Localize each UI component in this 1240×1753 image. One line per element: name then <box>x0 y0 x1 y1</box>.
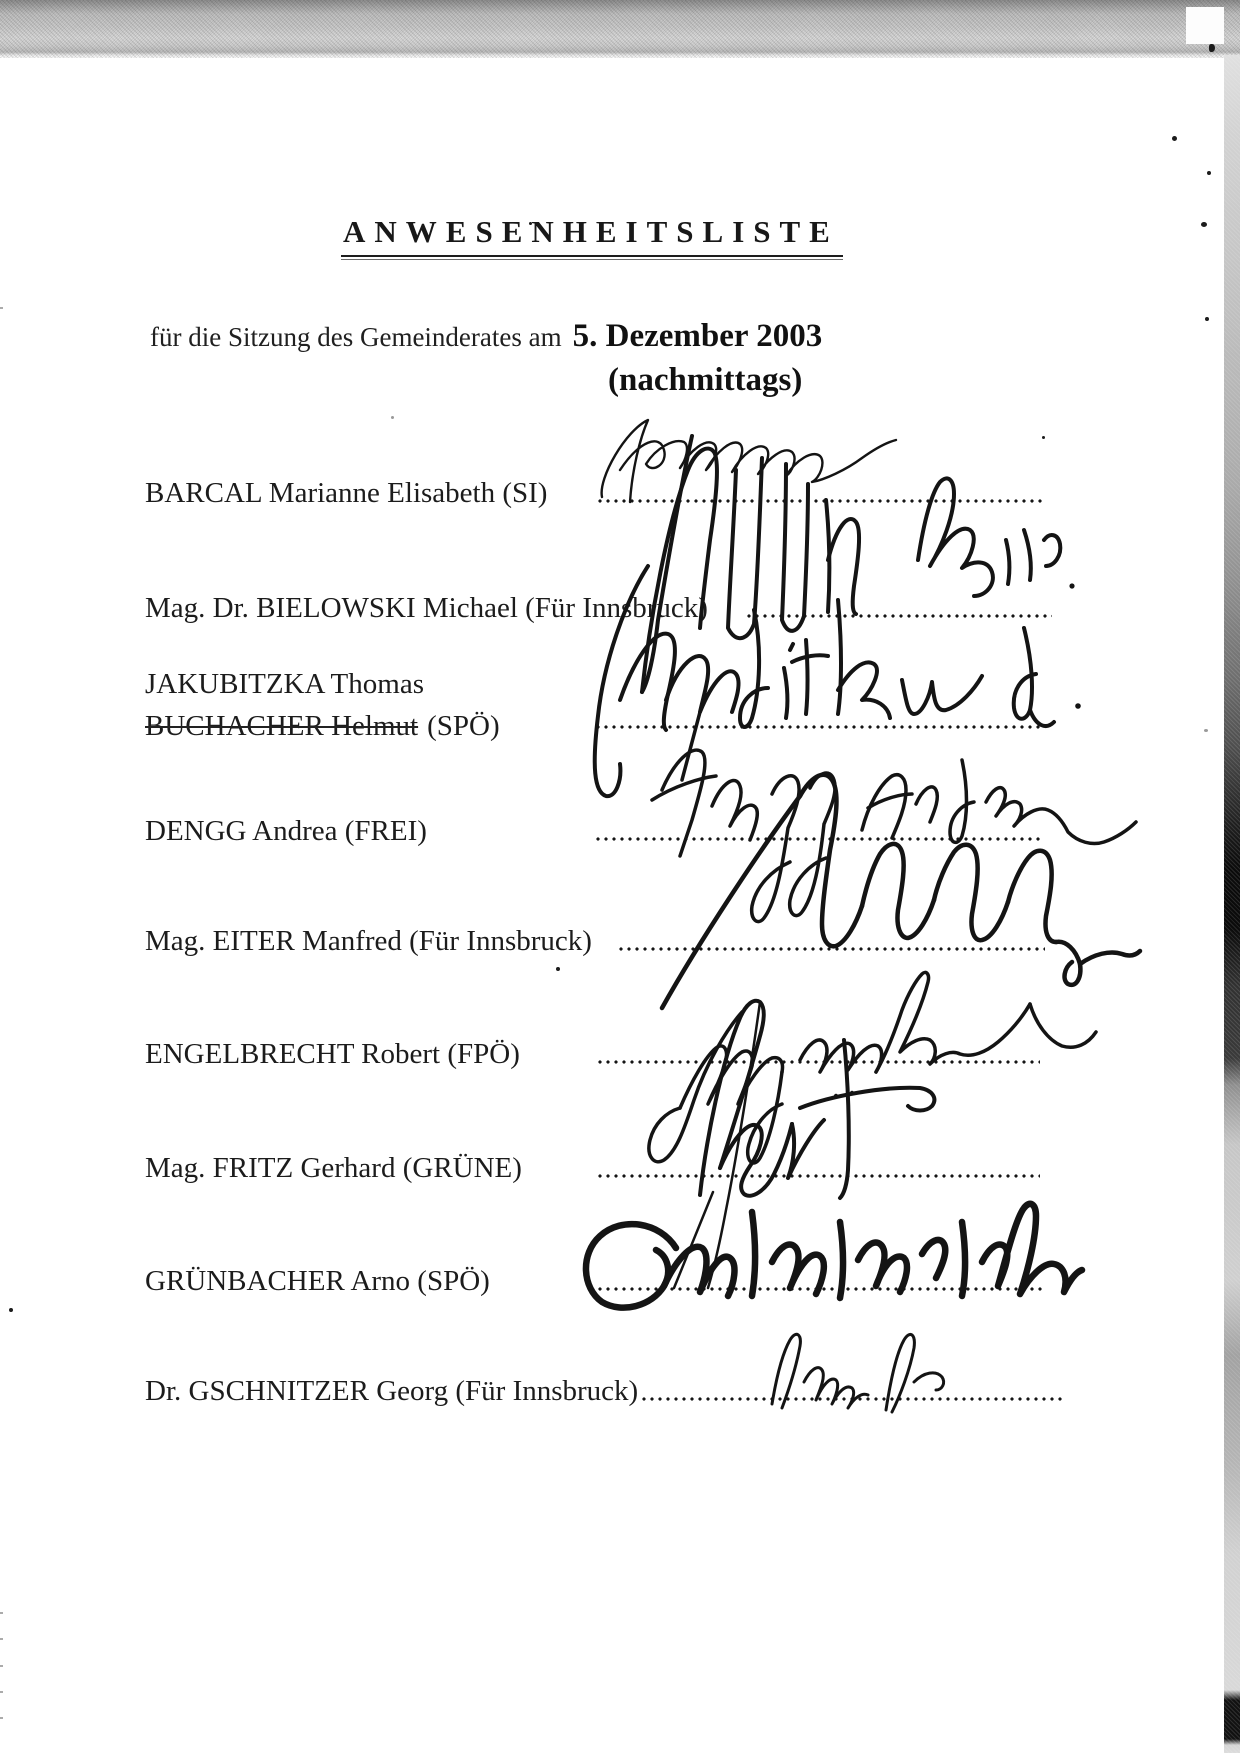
attendee-name: DENGG Andrea (FREI) <box>145 815 427 847</box>
signature-engelbrecht <box>649 972 1096 1163</box>
attendee-name: Dr. GSCHNITZER Georg (Für Innsbruck) <box>145 1375 639 1407</box>
attendee-name: BARCAL Marianne Elisabeth (SI) <box>145 477 548 509</box>
attendee-name: GRÜNBACHER Arno (SPÖ) <box>145 1265 490 1297</box>
page-title-text: ANWESENHEITSLISTE <box>343 214 839 249</box>
subtitle-prefix: für die Sitzung des Gemeinderates am <box>150 322 562 352</box>
signature-fritz <box>700 1001 934 1288</box>
attendee-name: Mag. FRITZ Gerhard (GRÜNE) <box>145 1152 522 1184</box>
attendee-name: Mag. EITER Manfred (Für Innsbruck) <box>145 925 592 957</box>
attendee-name: JAKUBITZKA Thomas <box>145 668 424 700</box>
meeting-date: 5. Dezember 2003 <box>572 318 823 354</box>
signature-gruenbacher <box>586 1192 1082 1308</box>
attendee-name: Mag. Dr. BIELOWSKI Michael (Für Innsbruck) <box>145 592 708 624</box>
signature-jakubitzka <box>595 566 1081 796</box>
signature-dengg <box>652 712 1136 922</box>
signature-bielowski <box>642 436 1075 692</box>
signature-barcal <box>602 420 896 502</box>
struck-name: BUCHACHER Helmut <box>145 710 419 742</box>
meeting-time: (nachmittags) <box>608 362 803 398</box>
signature-gschnitzer <box>772 1334 944 1412</box>
party-label: (SPÖ) <box>427 710 500 742</box>
attendee-name: ENGELBRECHT Robert (FPÖ) <box>145 1038 520 1070</box>
